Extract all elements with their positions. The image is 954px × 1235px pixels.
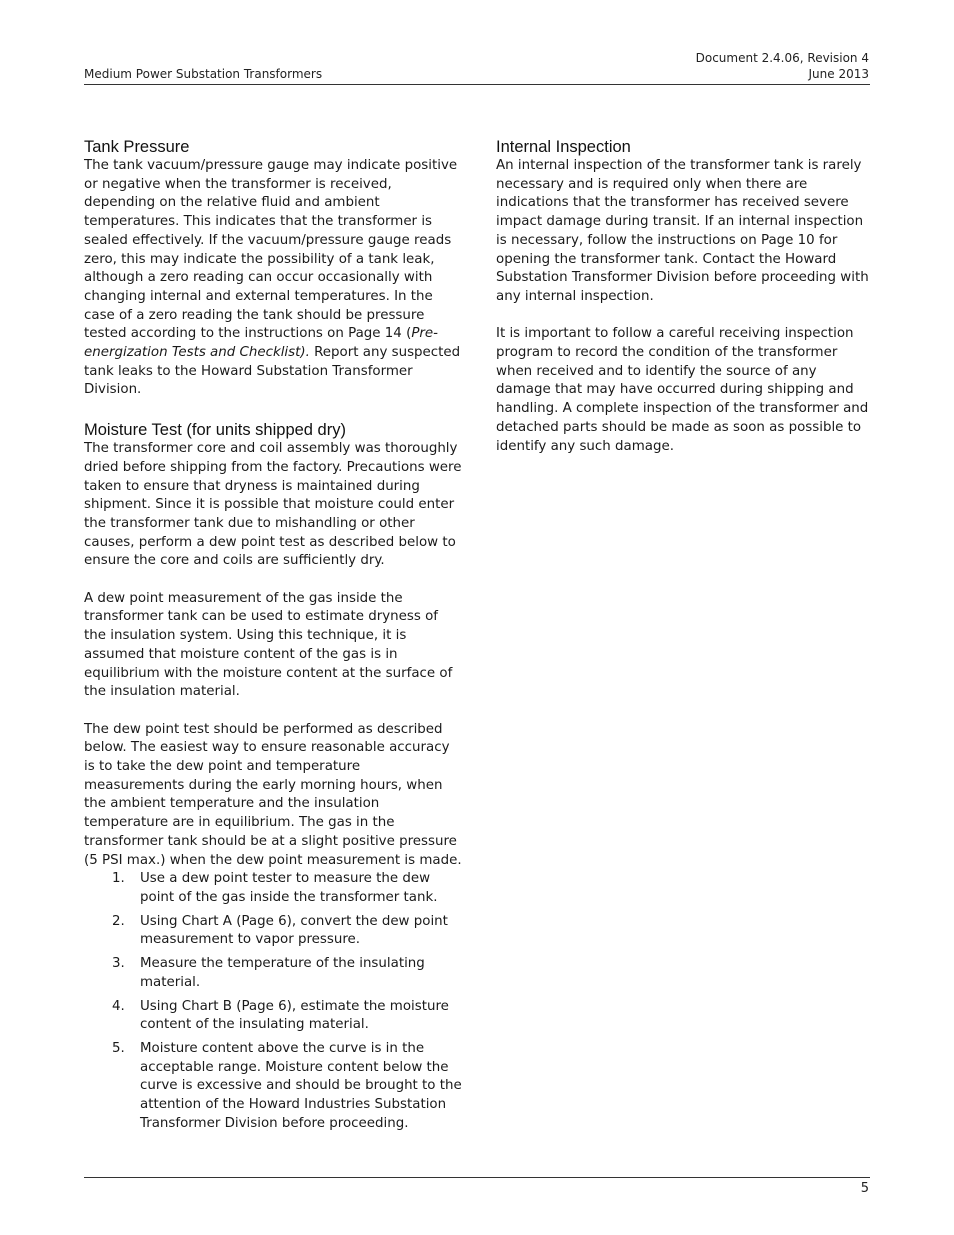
document-number: Document 2.4.06, Revision 4 xyxy=(695,51,869,65)
internal-inspection-paragraph-2: It is important to follow a careful receiving inspection program to record the condition of the transformer when received and to identify the source of any damage that may have occurred during shipping and handling. A complete inspection of the transformer and detached parts should be made as soon as possible to identify any such damage. xyxy=(496,326,869,454)
step-text: Use a dew point tester to measure the dew point of the gas inside the transformer tank. xyxy=(140,871,438,905)
moisture-paragraph-1: The transformer core and coil assembly was thoroughly dried before shipping from the factory. Precautions were taken to ensure that dryness is maintained during shipment. Since it is possible that moisture could enter the transformer tank due to mishandling or other causes, perform a dew point test as described below to ensure the core and coils are sufficiently dry. xyxy=(84,441,462,569)
tank-pressure-text: The tank vacuum/pressure gauge may indicate positive or negative when the transformer is received, depending on the relative fluid and ambient temperatures. This indicates that the transformer is sealed effectively. If the vacuum/pressure gauge reads zero, this may indicate the possibility of a tank leak, although a zero reading can occur occasionally with changing internal and external temperatures. In the case of a zero reading the tank should be pressure tested according to the instructions on Page 14 ( xyxy=(84,158,458,342)
header-rule xyxy=(84,84,870,85)
tank-pressure-text-end: Report any suspected tank leaks to the Howard Substation Transformer Division. xyxy=(84,345,461,398)
step-number: 2. xyxy=(112,913,125,929)
list-item xyxy=(84,955,462,992)
step-number: 1. xyxy=(112,871,125,887)
internal-inspection-paragraph-1: An internal inspection of the transformer tank is rarely necessary and is required only when there are indications that the transformer has received severe impact damage during transit. If an internal inspection is necessary, follow the instructions on Page 10 for opening the transformer tank. Contact the Howard Substation Transformer Division before proceeding with any internal inspection. xyxy=(496,158,869,304)
step-text: Using Chart B (Page 6), estimate the moisture content of the insulating material. xyxy=(140,998,449,1033)
tank-pressure-heading: Tank Pressure xyxy=(84,138,190,156)
step-number: 3. xyxy=(112,956,125,972)
left-column xyxy=(84,137,462,1138)
list-item xyxy=(84,870,462,907)
tank-pressure-italic: Pre-energization Tests and Checklist). xyxy=(84,326,438,361)
step-text: Using Chart A (Page 6), convert the dew point measurement to vapor pressure. xyxy=(140,913,448,948)
right-column xyxy=(496,137,874,456)
header-title: Medium Power Substation Transformers xyxy=(84,67,323,81)
page-number: 5 xyxy=(860,1181,869,1196)
header-doc-info xyxy=(696,50,869,82)
footer-rule xyxy=(84,1177,870,1178)
moisture-paragraph-3: The dew point test should be performed as described below. The easiest way to ensure reasonable accuracy is to take the dew point and temperature measurements during the early morning hours, when the ambient temperature and the insulation temperature are in equilibrium. The gas in the transformer tank should be at a slight positive pressure (5 PSI max.) when the dew point measurement is made. xyxy=(84,721,462,868)
moisture-paragraph-2: A dew point measurement of the gas inside the transformer tank can be used to estimate dryness of the insulation system. Using this technique, it is assumed that moisture content of the gas is in equilibrium with the moisture content at the surface of the insulation material. xyxy=(84,590,453,700)
step-text: Measure the temperature of the insulating material. xyxy=(140,956,425,990)
document-date: June 2013 xyxy=(808,67,869,81)
internal-inspection-heading: Internal Inspection xyxy=(496,138,631,156)
step-number: 4. xyxy=(112,998,125,1014)
step-number: 5. xyxy=(112,1040,125,1056)
list-item xyxy=(84,913,462,950)
tank-pressure-paragraph xyxy=(84,157,462,400)
list-item xyxy=(84,1040,462,1134)
dew-point-steps xyxy=(84,870,462,1133)
moisture-test-heading: Moisture Test (for units shipped dry) xyxy=(84,421,346,440)
step-text: Moisture content above the curve is in the acceptable range. Moisture content below the curve is excessive and should be brought to the attention of the Howard Industries Substation Transformer Division before proceeding. xyxy=(140,1040,462,1131)
list-item xyxy=(84,998,462,1035)
